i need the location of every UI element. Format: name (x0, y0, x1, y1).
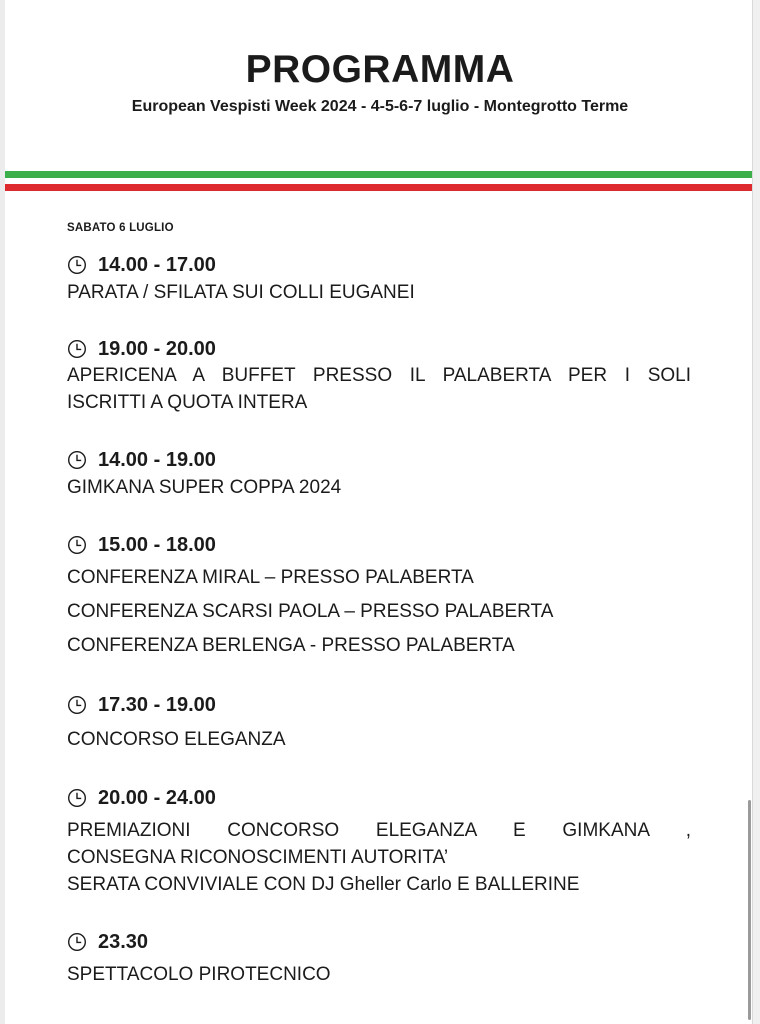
italian-flag-divider (5, 171, 752, 193)
flag-stripe-red (5, 184, 752, 191)
day-heading: SABATO 6 LUGLIO (67, 222, 174, 234)
event-description: APERICENA A BUFFET PRESSO IL PALABERTA PER I SOLI (67, 365, 691, 386)
event-time-row (67, 532, 216, 558)
clock-icon (67, 695, 87, 715)
clock-icon (67, 450, 87, 470)
clock-icon (67, 535, 87, 555)
event-description: ISCRITTI A QUOTA INTERA (67, 392, 308, 413)
clock-icon (67, 339, 87, 359)
event-description: PARATA / SFILATA SUI COLLI EUGANEI (67, 282, 415, 303)
event-time: 23.30 (98, 930, 149, 953)
event-time: 19.00 - 20.00 (98, 337, 216, 360)
scrollbar-thumb[interactable] (748, 800, 751, 1020)
event-time: 14.00 - 19.00 (98, 448, 216, 471)
event-description: CONFERENZA MIRAL – PRESSO PALABERTA (67, 567, 474, 588)
event-time: 15.00 - 18.00 (98, 533, 216, 556)
page-title: PROGRAMMA (245, 48, 515, 91)
event-description: PREMIAZIONI CONCORSO ELEGANZA E GIMKANA , (67, 820, 691, 841)
clock-icon (67, 932, 87, 952)
event-time: 14.00 - 17.00 (98, 253, 216, 276)
flag-stripe-green (5, 171, 752, 178)
event-time-row (67, 252, 216, 278)
clock-icon (67, 255, 87, 275)
page-left-edge (0, 0, 5, 1024)
event-time: 20.00 - 24.00 (98, 786, 216, 809)
page-subtitle: European Vespisti Week 2024 - 4-5-6-7 luglio - Montegrotto Terme (131, 98, 629, 115)
event-description: CONFERENZA SCARSI PAOLA – PRESSO PALABERTA (67, 601, 554, 622)
event-time-row (67, 929, 148, 955)
page-right-edge (752, 0, 760, 1024)
event-time-row (67, 692, 216, 718)
clock-icon (67, 788, 87, 808)
event-time-row (67, 447, 216, 473)
event-description: CONFERENZA BERLENGA - PRESSO PALABERTA (67, 635, 515, 656)
event-description: CONCORSO ELEGANZA (67, 729, 286, 750)
event-description: CONSEGNA RICONOSCIMENTI AUTORITA’ (67, 847, 449, 868)
event-description: SPETTACOLO PIROTECNICO (67, 964, 331, 985)
event-time-row (67, 785, 216, 811)
event-description: SERATA CONVIVIALE CON DJ Gheller Carlo E BALLERINE (67, 874, 580, 895)
event-description: GIMKANA SUPER COPPA 2024 (67, 477, 342, 498)
event-time: 17.30 - 19.00 (98, 693, 216, 716)
event-time-row (67, 336, 216, 362)
